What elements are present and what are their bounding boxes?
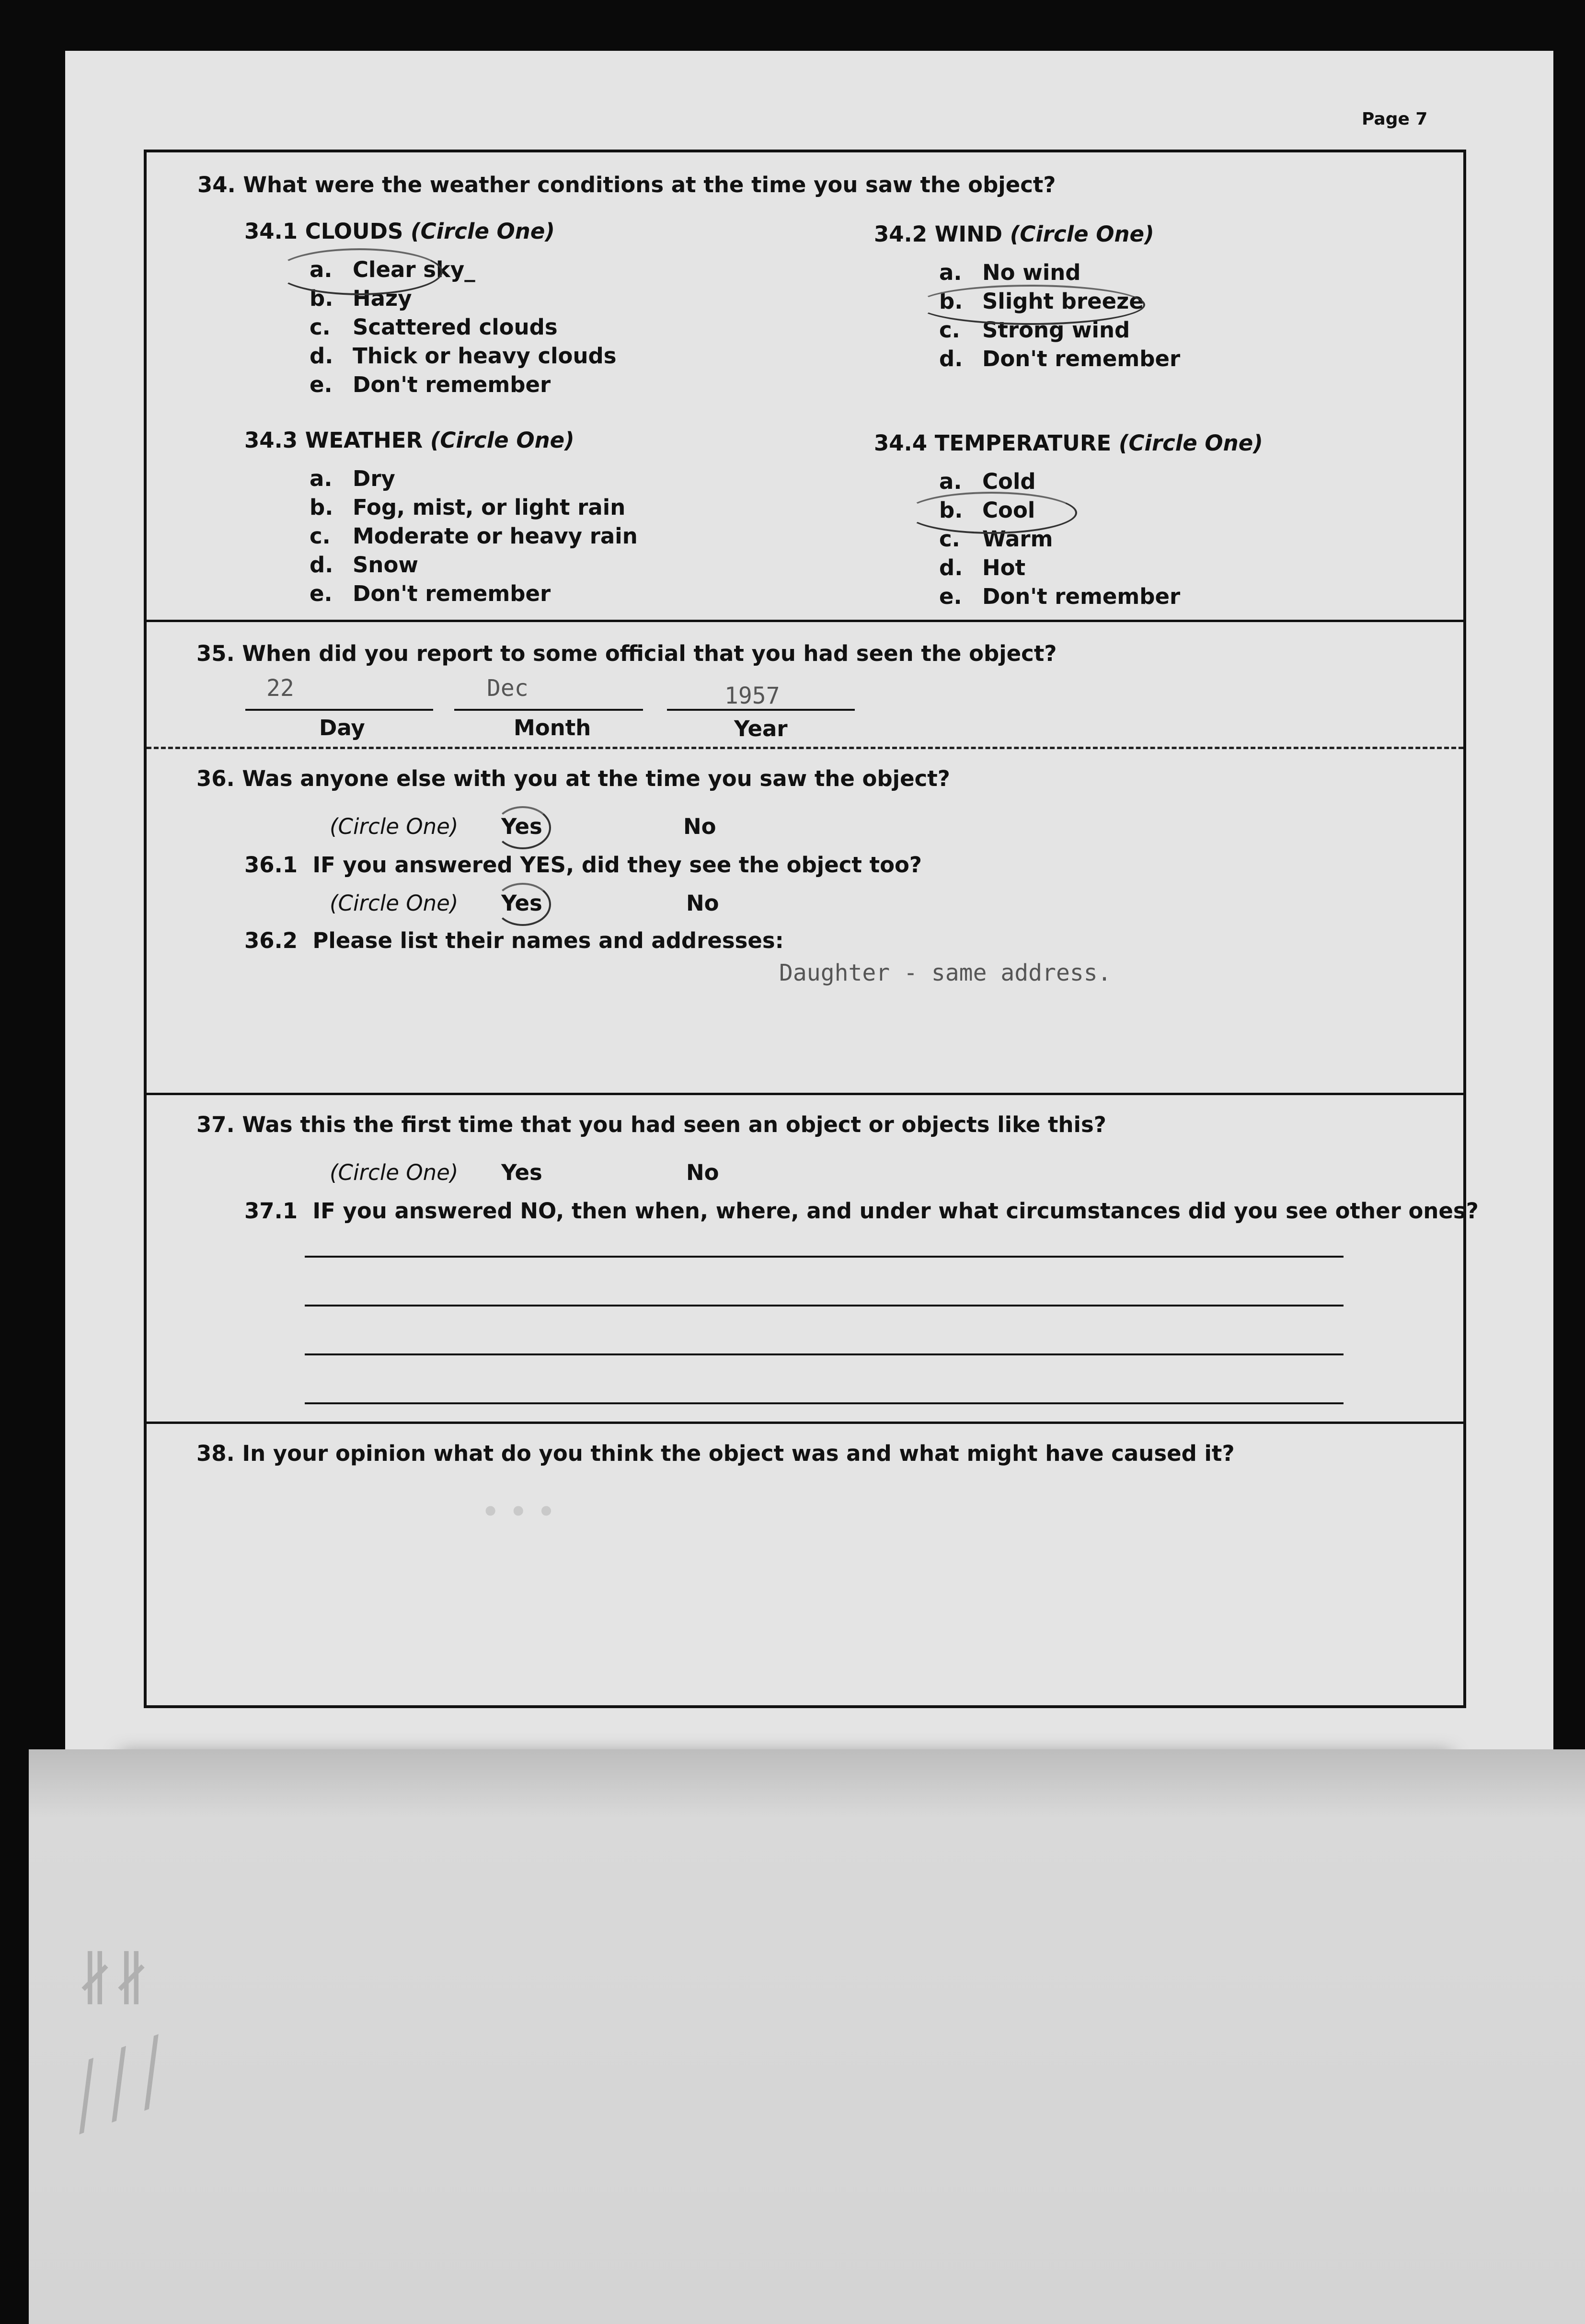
month-label: Month (514, 715, 591, 740)
section-divider (147, 747, 1463, 749)
weather-heading: 34.3 WEATHER (Circle One) (244, 428, 574, 453)
answer-line[interactable] (305, 1305, 1344, 1307)
report-month-value[interactable]: Dec (487, 675, 528, 702)
clouds-option-e[interactable]: e. Don't remember (310, 372, 551, 397)
temperature-heading: 34.4 TEMPERATURE (Circle One) (874, 430, 1263, 456)
day-underline (245, 709, 433, 711)
clouds-option-a[interactable]: a. Clear sky_ (310, 257, 475, 282)
q37-yes-option[interactable]: Yes (501, 1160, 542, 1185)
wind-option-d[interactable]: d. Don't remember (939, 346, 1181, 371)
report-year-value[interactable]: 1957 (724, 682, 780, 709)
answer-line[interactable] (305, 1353, 1344, 1355)
q36-1-circle-one-hint: (Circle One) (330, 890, 459, 916)
answer-circle-mark (494, 806, 551, 849)
section-divider (147, 1422, 1463, 1424)
wind-option-a[interactable]: a. No wind (939, 260, 1081, 285)
answer-circle-mark (276, 248, 443, 295)
day-label: Day (319, 715, 365, 740)
temperature-option-b[interactable]: b. Cool (939, 497, 1035, 523)
weather-option-c[interactable]: c. Moderate or heavy rain (310, 523, 638, 549)
temperature-option-a[interactable]: a. Cold (939, 469, 1036, 494)
backing-surface (29, 1749, 1585, 2324)
questionnaire-form (144, 150, 1479, 1708)
temperature-option-d[interactable]: d. Hot (939, 555, 1026, 580)
q37-1-text: 37.1 IF you answered NO, then when, where, and under what circumstances did you see other ones? (244, 1198, 1479, 1224)
weather-option-a[interactable]: a. Dry (310, 466, 395, 491)
answer-circle-mark (906, 492, 1077, 534)
clouds-option-b[interactable]: b. Hazy (310, 286, 412, 311)
question-36-prompt: 36. Was anyone else with you at the time you saw the object? (196, 766, 950, 791)
faded-handwritten-answer: ∙ ∙ ∙ (482, 1490, 555, 1530)
q37-circle-one-hint: (Circle One) (330, 1160, 459, 1185)
clouds-option-c[interactable]: c. Scattered clouds (310, 314, 558, 340)
q36-yes-option[interactable]: Yes (501, 814, 542, 839)
question-38-prompt: 38. In your opinion what do you think the object was and what might have caused it? (196, 1441, 1235, 1466)
report-day-value[interactable]: 22 (266, 675, 294, 702)
q36-1-yes-option[interactable]: Yes (501, 890, 542, 916)
question-34-prompt: 34. What were the weather conditions at the time you saw the object? (197, 172, 1056, 197)
year-label: Year (734, 716, 788, 741)
wind-heading: 34.2 WIND (Circle One) (874, 221, 1154, 247)
wind-option-b[interactable]: b. Slight breeze (939, 289, 1144, 314)
q36-1-no-option[interactable]: No (686, 890, 719, 916)
handwriting-mark: ╱╱╱ (58, 2035, 179, 2134)
answer-circle-mark (916, 285, 1145, 325)
question-37-prompt: 37. Was this the first time that you had seen an object or objects like this? (196, 1112, 1106, 1137)
weather-option-e[interactable]: e. Don't remember (310, 581, 551, 606)
q36-no-option[interactable]: No (683, 814, 716, 839)
wind-option-c[interactable]: c. Strong wind (939, 317, 1130, 343)
q37-no-option[interactable]: No (686, 1160, 719, 1185)
clouds-heading: 34.1 CLOUDS (Circle One) (244, 219, 555, 244)
answer-line[interactable] (305, 1256, 1344, 1258)
q36-1-text: 36.1 IF you answered YES, did they see the object too? (244, 852, 922, 878)
section-divider (147, 1093, 1463, 1095)
year-underline (667, 709, 855, 711)
weather-option-b[interactable]: b. Fog, mist, or light rain (310, 495, 626, 520)
q36-circle-one-hint: (Circle One) (330, 814, 459, 839)
q36-2-text: 36.2 Please list their names and addresses: (244, 928, 784, 953)
section-divider (147, 620, 1463, 622)
temperature-option-e[interactable]: e. Don't remember (939, 584, 1181, 609)
weather-option-d[interactable]: d. Snow (310, 552, 418, 578)
answer-line[interactable] (305, 1402, 1344, 1404)
month-underline (454, 709, 643, 711)
clouds-option-d[interactable]: d. Thick or heavy clouds (310, 343, 617, 369)
companion-names-answer[interactable]: Daughter - same address. (779, 960, 1112, 986)
page-number: Page 7 (1362, 109, 1428, 129)
answer-circle-mark (494, 883, 551, 926)
temperature-option-c[interactable]: c. Warm (939, 526, 1053, 552)
question-35-prompt: 35. When did you report to some official that you had seen the object? (196, 641, 1057, 666)
handwriting-mark: ∦∦ (77, 1946, 150, 2012)
